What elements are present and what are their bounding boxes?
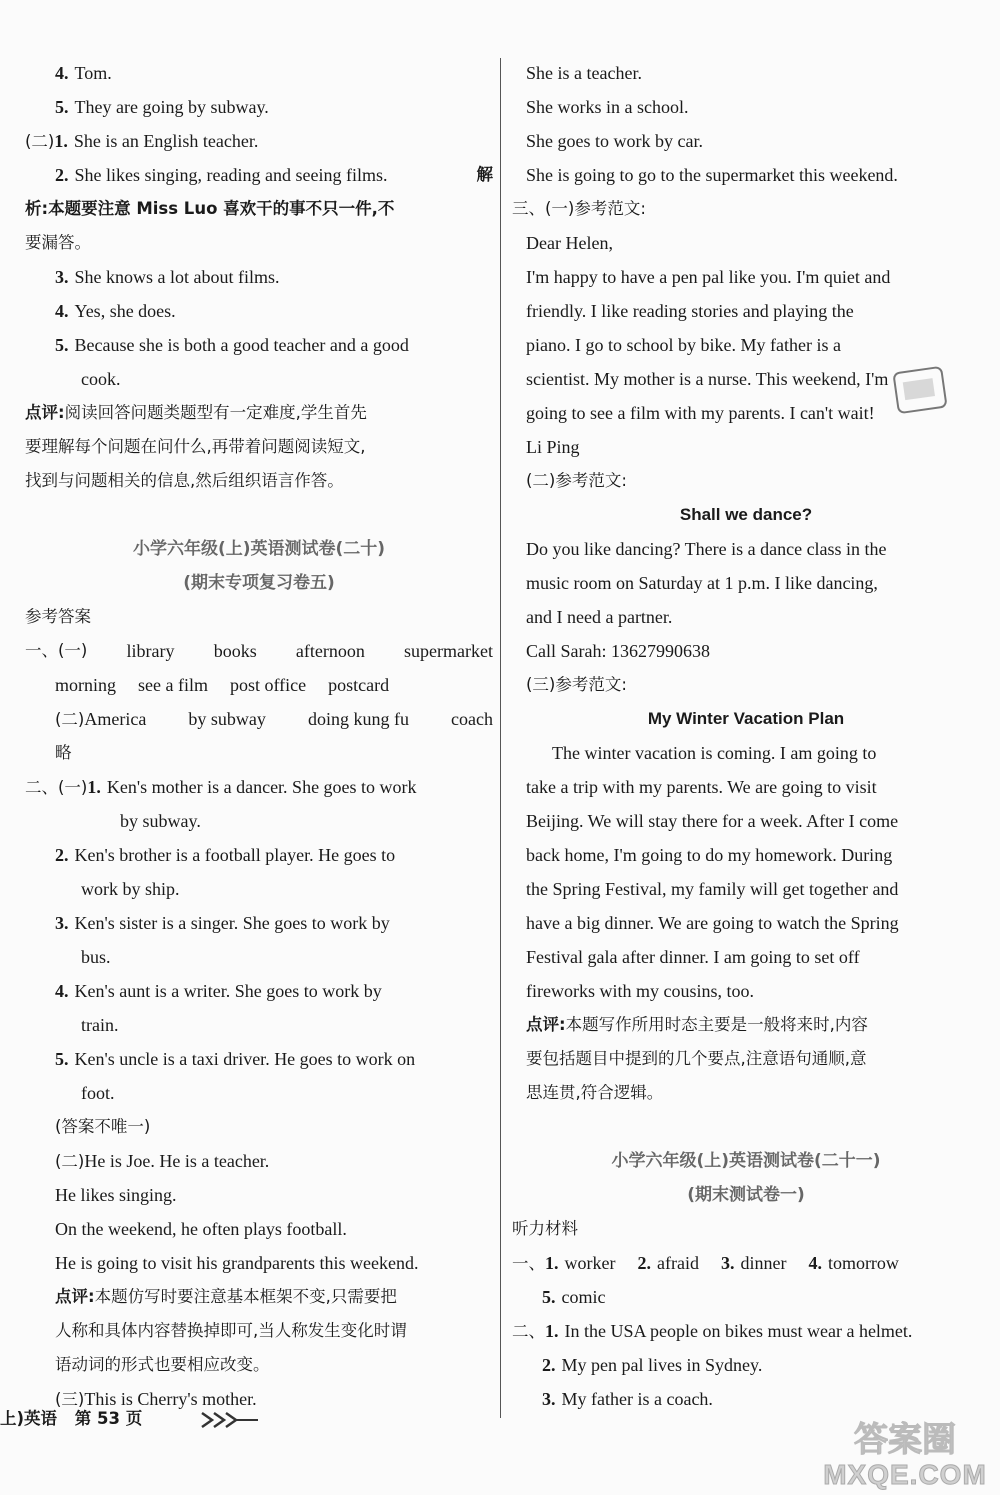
footer-subject: 上)英语	[0, 1409, 58, 1428]
essay-line: Call Sarah: 13627990638	[526, 641, 710, 661]
letter-line: going to see a film with my parents. I can't wait!	[526, 403, 875, 423]
comment-line: 点评:本题仿写时要注意基本框架不变,只需要把	[55, 1287, 397, 1306]
word-row: morning see a film post office postcard	[55, 675, 390, 695]
answer-line: 5. They are going by subway.	[55, 97, 269, 117]
essay-line: take a trip with my parents. We are going to visit	[526, 777, 877, 797]
answer-line: (二)1. She is an English teacher.	[25, 131, 259, 151]
section-subtitle: (期末测试卷一)	[687, 1185, 805, 1205]
writing-line: She is a teacher.	[526, 63, 642, 83]
section-label: (二)参考范文:	[526, 471, 627, 490]
writing-line: She goes to work by car.	[526, 131, 703, 151]
answer-line: bus.	[81, 947, 111, 967]
page-footer	[0, 1402, 142, 1436]
essay-line: The winter vacation is coming. I am going to	[552, 743, 877, 763]
essay-line: music room on Saturday at 1 p.m. I like dancing,	[526, 573, 878, 593]
watermark-logo: 答案圈 MXQE.COM	[823, 1420, 987, 1490]
word-row: 5. comic	[542, 1287, 606, 1307]
stamp-mark-icon	[890, 362, 950, 418]
word-row: 一、(一) library books afternoon supermarket	[25, 641, 493, 661]
comment-line: 思连贯,符合逻辑。	[526, 1083, 664, 1102]
comment-line: 要理解每个问题在问什么,再带着问题阅读短文,	[25, 437, 366, 456]
writing-line: On the weekend, he often plays football.	[55, 1219, 347, 1239]
letter-line: I'm happy to have a pen pal like you. I'm quiet and	[526, 267, 891, 287]
answer-line: foot.	[81, 1083, 115, 1103]
writing-line: (三)This is Cherry's mother.	[55, 1389, 257, 1409]
writing-line: He likes singing.	[55, 1185, 177, 1205]
essay-line: have a big dinner. We are going to watch the Spring	[526, 913, 899, 933]
column-divider	[500, 58, 501, 1418]
sentence-line: 二、1. In the USA people on bikes must wear a helmet.	[512, 1321, 913, 1341]
answer-line: 5. Ken's uncle is a taxi driver. He goes to work on	[55, 1049, 416, 1069]
writing-line: She works in a school.	[526, 97, 689, 117]
omit-note: 略	[55, 743, 72, 762]
section-title: 小学六年级(上)英语测试卷(二十)	[132, 539, 386, 559]
writing-line: He is going to visit his grandparents this weekend.	[55, 1253, 419, 1273]
essay-line: and I need a partner.	[526, 607, 673, 627]
note-line: (答案不唯一)	[55, 1117, 151, 1136]
essay-line: Beijing. We will stay there for a week. After I come	[526, 811, 899, 831]
letter-line: friendly. I like reading stories and playing the	[526, 301, 854, 321]
essay-line: the Spring Festival, my family will get together and	[526, 879, 899, 899]
writing-line: (二)He is Joe. He is a teacher.	[55, 1151, 270, 1171]
word-row: (二)America by subway doing kung fu coach	[55, 709, 493, 729]
answer-line: train.	[81, 1015, 119, 1035]
answer-line: cook.	[81, 369, 121, 389]
answer-line: 3. She knows a lot about films.	[55, 267, 280, 287]
answer-line: 2. She likes singing, reading and seeing films. 解	[55, 165, 493, 185]
essay-title: My Winter Vacation Plan	[647, 709, 845, 728]
section-label: (三)参考范文:	[526, 675, 627, 694]
essay-line: Do you like dancing? There is a dance class in the	[526, 539, 887, 559]
letter-line: scientist. My mother is a nurse. This weekend, I'm	[526, 369, 889, 389]
essay-title: Shall we dance?	[679, 505, 813, 524]
comment-line: 找到与问题相关的信息,然后组织语言作答。	[25, 471, 344, 490]
comment-line: 点评:本题写作所用时态主要是一般将来时,内容	[526, 1015, 868, 1034]
answer-line: 5. Because she is both a good teacher and a good	[55, 335, 409, 355]
answer-line: 3. Ken's sister is a singer. She goes to work by	[55, 913, 390, 933]
letter-line: Li Ping	[526, 437, 580, 457]
answer-line: work by ship.	[81, 879, 180, 899]
answer-line: 4. Ken's aunt is a writer. She goes to work by	[55, 981, 382, 1001]
sentence-line: 2. My pen pal lives in Sydney.	[542, 1355, 763, 1375]
section-subtitle: (期末专项复习卷五)	[183, 573, 335, 593]
answers-heading: 参考答案	[25, 607, 91, 626]
right-column	[512, 56, 980, 1416]
answer-line: by subway.	[120, 811, 201, 831]
essay-line: Festival gala after dinner. I am going to set off	[526, 947, 860, 967]
page-number: 第 53 页	[74, 1409, 143, 1428]
essay-line: back home, I'm going to do my homework. During	[526, 845, 893, 865]
answer-line: 二、(一)1. Ken's mother is a dancer. She goes to work	[25, 777, 417, 797]
letter-line: piano. I go to school by bike. My father is a	[526, 335, 841, 355]
left-column	[25, 56, 493, 1416]
writing-line: She is going to go to the supermarket this weekend.	[526, 165, 898, 185]
arrows-icon	[200, 1411, 260, 1429]
word-row: 一、1. worker 2. afraid 3. dinner 4. tomorrow	[512, 1253, 899, 1273]
comment-line: 点评:阅读回答问题类题型有一定难度,学生首先	[25, 403, 367, 422]
analysis-line: 要漏答。	[25, 233, 91, 252]
answer-line: 4. Tom.	[55, 63, 112, 83]
section-label: 三、(一)参考范文:	[512, 199, 646, 218]
answer-line: 2. Ken's brother is a football player. He goes to	[55, 845, 396, 865]
analysis-line: 析:本题要注意 Miss Luo 喜欢干的事不只一件,不	[25, 199, 395, 218]
sentence-line: 3. My father is a coach.	[542, 1389, 713, 1409]
comment-line: 人称和具体内容替换掉即可,当人称发生变化时谓	[55, 1321, 407, 1340]
comment-line: 语动词的形式也要相应改变。	[55, 1355, 270, 1374]
listening-heading: 听力材料	[512, 1219, 578, 1238]
comment-line: 要包括题目中提到的几个要点,注意语句通顺,意	[526, 1049, 867, 1068]
section-title: 小学六年级(上)英语测试卷(二十一)	[611, 1151, 881, 1171]
answer-line: 4. Yes, she does.	[55, 301, 176, 321]
letter-line: Dear Helen,	[526, 233, 613, 253]
essay-line: fireworks with my cousins, too.	[526, 981, 754, 1001]
